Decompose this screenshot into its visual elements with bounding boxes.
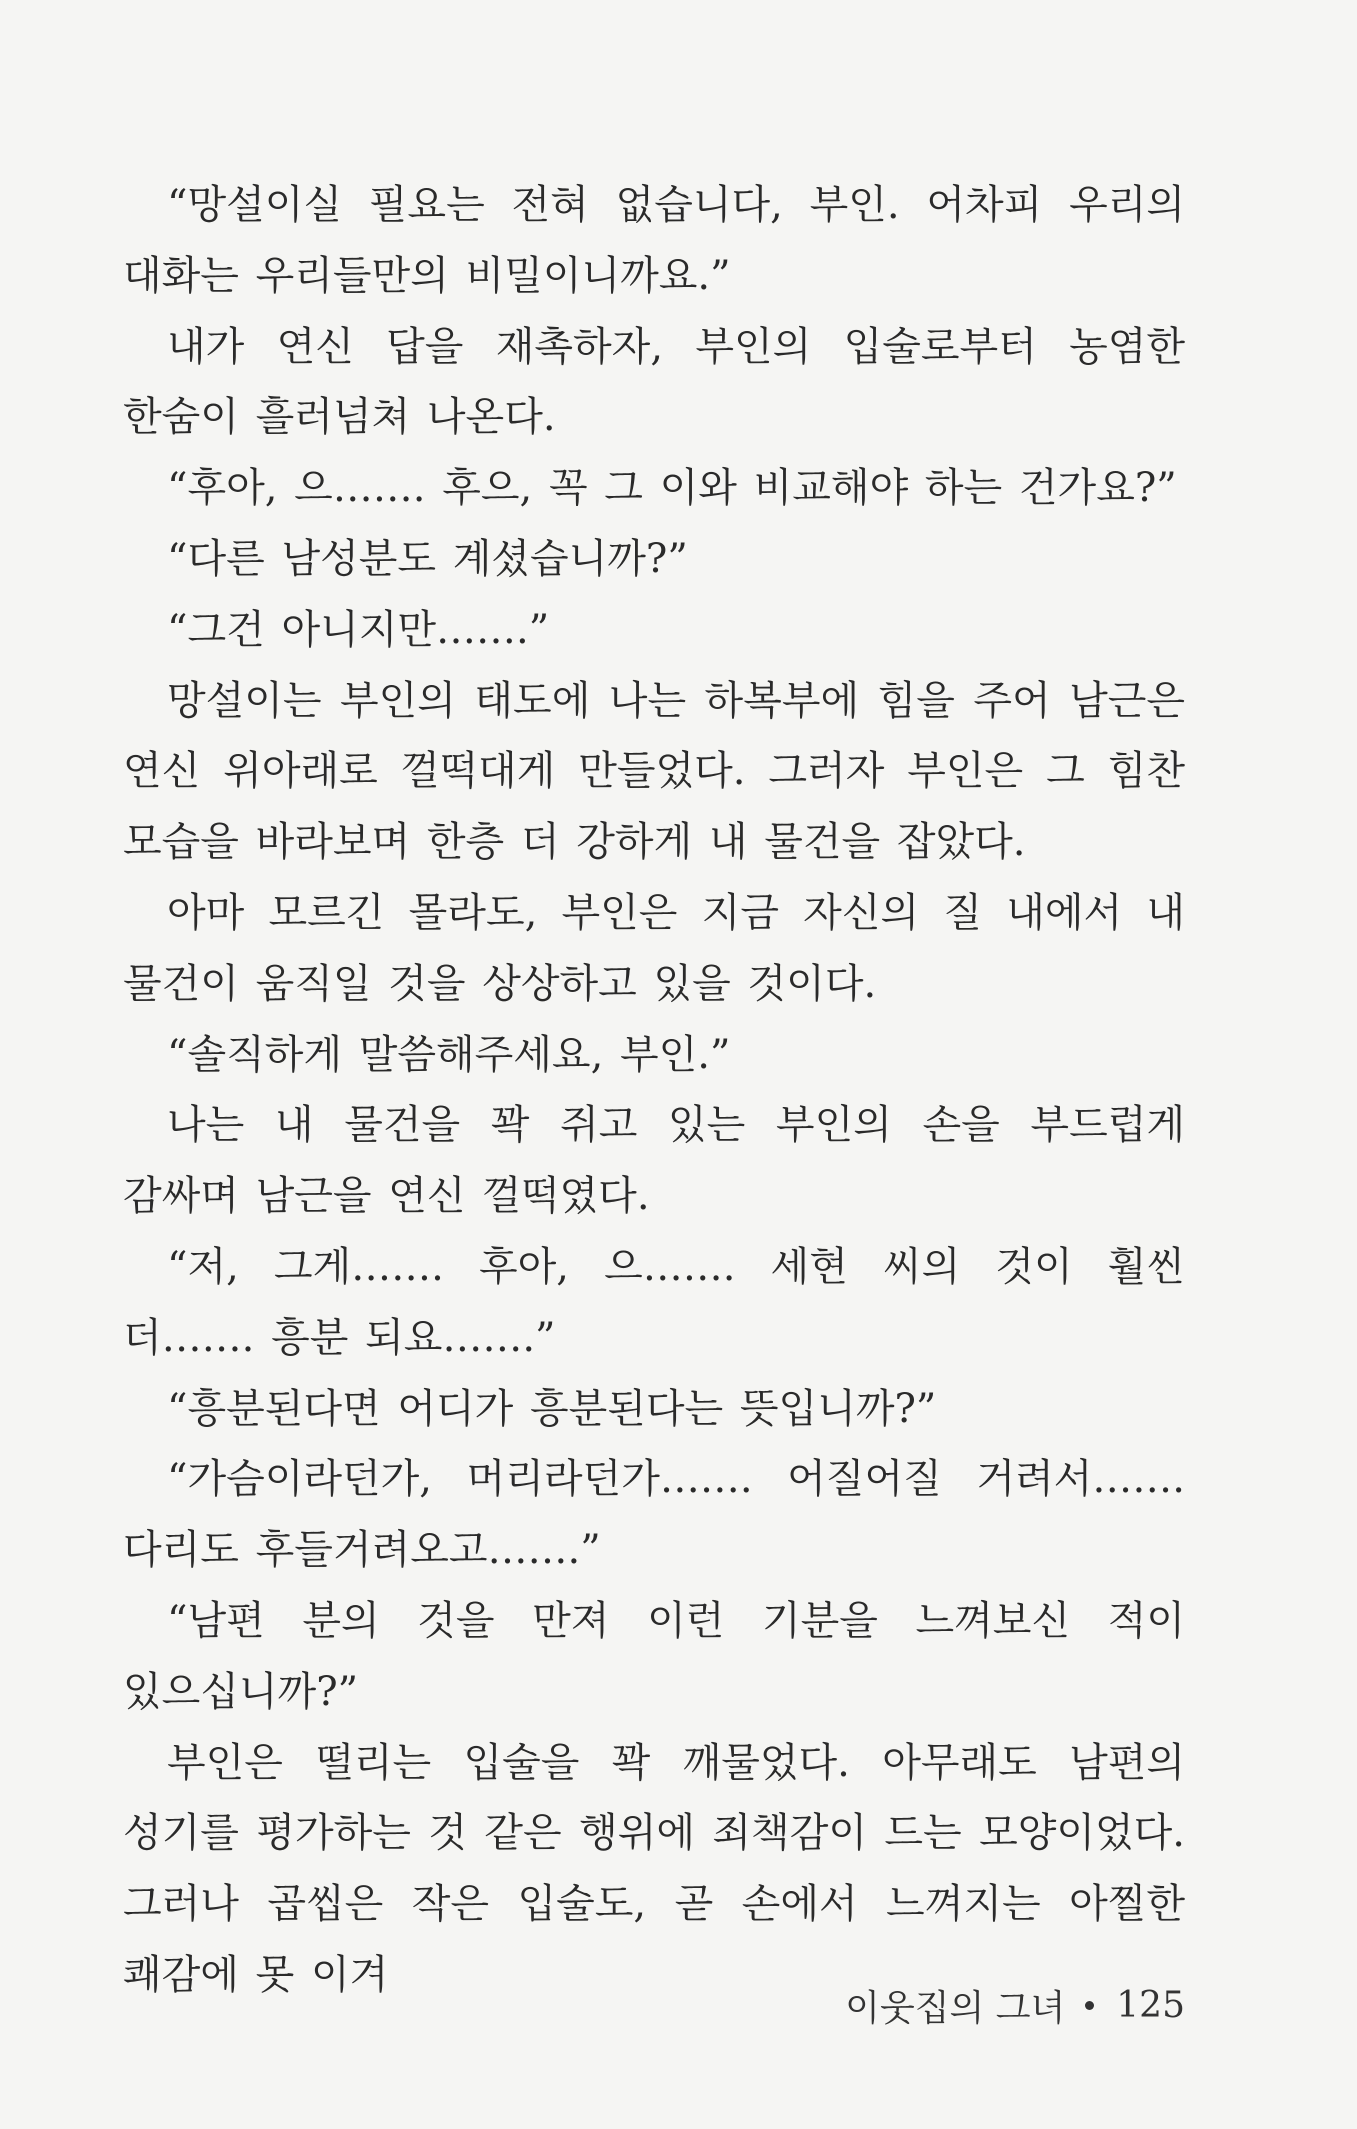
paragraph: “다른 남성분도 계셨습니까?” [167, 535, 688, 582]
running-footer [845, 1980, 1185, 2031]
book-title: 이웃집의 그녀 [845, 1988, 1066, 2029]
paragraph: “후아, 으……. 후으, 꼭 그 이와 비교해야 하는 건가요?” [167, 465, 1177, 512]
paragraph: “남편 분의 것을 만져 이런 기분을 느껴보신 적이 있으십니까?” [123, 1597, 1185, 1715]
paragraph: “망설이실 필요는 전혀 없습니다, 부인. 어차피 우리의 대화는 우리들만의 비밀이니까요.” [123, 182, 1185, 299]
page-body-text [123, 170, 1185, 2011]
paragraph: 나는 내 물건을 꽉 쥐고 있는 부인의 손을 부드럽게 감싸며 남근을 연신 껄떡였다. [123, 1102, 1185, 1220]
paragraph: “가슴이라던가, 머리라던가……. 어질어질 거려서……. 다리도 후들거려오고…….” [123, 1456, 1185, 1574]
paragraph: 내가 연신 답을 재촉하자, 부인의 입술로부터 농염한 한숨이 흘러넘쳐 나온다. [123, 323, 1185, 441]
paragraph: “흥분된다면 어디가 흥분된다는 뜻입니까?” [167, 1385, 937, 1432]
paragraph: 망설이는 부인의 태도에 나는 하복부에 힘을 주어 남근은 연신 위아래로 껄떡대게 만들었다. 그러자 부인은 그 힘찬 모습을 바라보며 한층 더 강하게 내 물건을 잡았다. [123, 677, 1185, 866]
paragraph: “저, 그게……. 후아, 으……. 세현 씨의 것이 훨씬 더……. 흥분 되요…….” [123, 1243, 1185, 1361]
paragraph: 부인은 떨리는 입술을 꽉 깨물었다. 아무래도 남편의 성기를 평가하는 것 같은 행위에 죄책감이 드는 모양이었다. 그러나 곱씹은 작은 입술도, 곧 손에서 느껴지는 아찔한 쾌감에 못 이겨 [123, 1739, 1185, 1998]
paragraph: 아마 모르긴 몰라도, 부인은 지금 자신의 질 내에서 내 물건이 움직일 것을 상상하고 있을 것이다. [123, 889, 1185, 1007]
paragraph: “그건 아니지만…….” [167, 606, 550, 653]
paragraph: “솔직하게 말씀해주세요, 부인.” [167, 1031, 731, 1078]
page-number: 125 [1116, 1985, 1185, 2026]
bullet-separator-icon [1085, 2001, 1094, 2010]
